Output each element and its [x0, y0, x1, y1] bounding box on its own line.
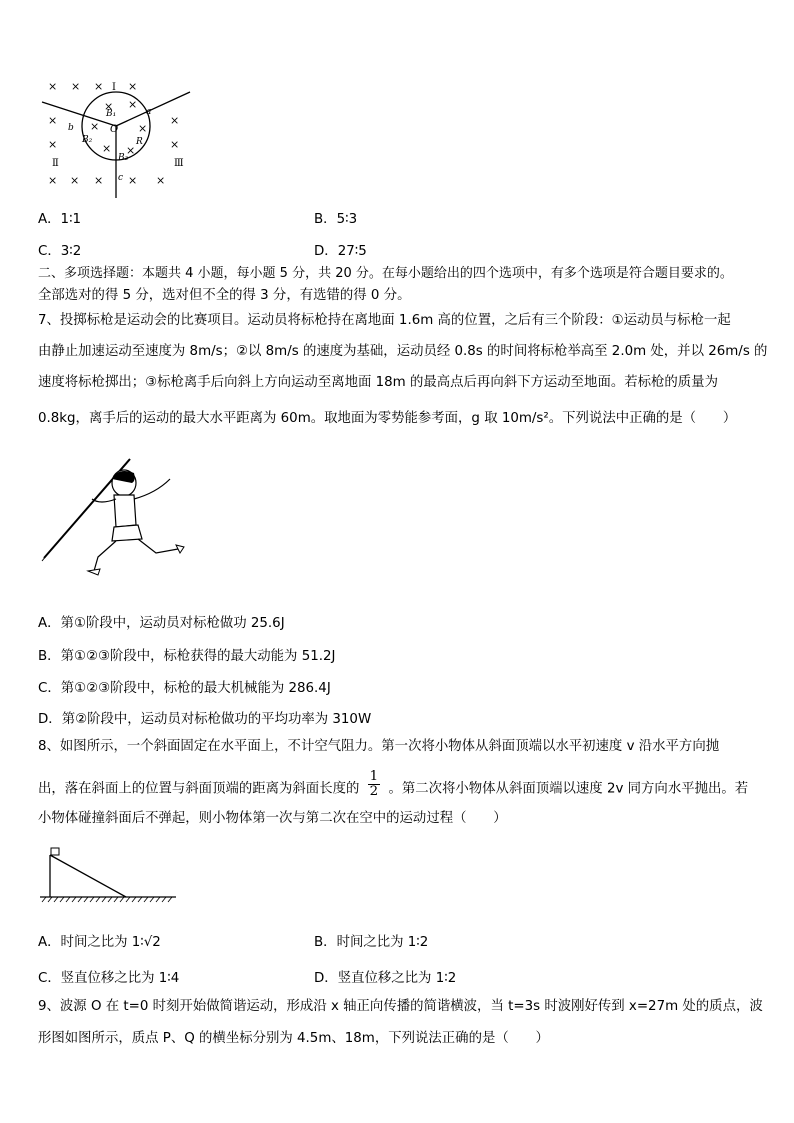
svg-text:B₂: B₂: [82, 135, 93, 145]
svg-text:×: ×: [128, 98, 138, 111]
q6-option-b: B．5∶3: [314, 212, 358, 227]
svg-text:×: ×: [126, 144, 136, 157]
svg-text:c: c: [118, 173, 124, 183]
incline-diagram: [38, 843, 178, 903]
svg-text:O: O: [110, 124, 119, 135]
q8-fraction: [368, 770, 381, 799]
section2-heading-line2: 全部选对的得 5 分，选对但不全的得 3 分，有选错的得 0 分。: [38, 288, 411, 303]
svg-text:×: ×: [90, 120, 100, 133]
q8-option-c: C．竖直位移之比为 1∶4: [38, 971, 180, 986]
svg-text:×: ×: [70, 174, 80, 187]
svg-text:a: a: [146, 107, 152, 117]
svg-text:×: ×: [170, 138, 180, 151]
svg-text:R: R: [136, 137, 143, 147]
q7-option-b: B．第①②③阶段中，标枪获得的最大动能为 51.2J: [38, 649, 336, 664]
q8-option-a: A．时间之比为 1∶√2: [38, 935, 161, 950]
svg-text:Ⅱ: Ⅱ: [52, 158, 59, 169]
svg-text:Ⅲ: Ⅲ: [174, 158, 184, 169]
q8-stem-line3: 小物体碰撞斜面后不弹起，则小物体第一次与第二次在空中的运动过程（ ）: [38, 811, 507, 826]
svg-text:×: ×: [94, 80, 104, 93]
svg-text:×: ×: [128, 80, 138, 93]
q8-fraction-denominator: 2: [369, 784, 379, 799]
svg-text:×: ×: [48, 114, 58, 127]
svg-text:b: b: [68, 123, 74, 133]
q9-stem-line1: 9、波源 O 在 t=0 时刻开始做简谐运动，形成沿 x 轴正向传播的简谐横波，当 t=3s 时波刚好传到 x=27m 处的质点，波: [38, 999, 763, 1014]
q8-stem-line2: [38, 769, 749, 803]
q7-stem-line2: 由静止加速运动至速度为 8m/s；②以 8m/s 的速度为基础，运动员经 0.8s 的时间将标枪举高至 2.0m 处，并以 26m/s 的: [38, 344, 768, 359]
svg-text:×: ×: [170, 114, 180, 127]
q6-option-c: C．3∶2: [38, 244, 82, 259]
q7-stem-line3: 速度将标枪掷出；③标枪离手后向斜上方向运动至离地面 18m 的最高点后再向斜下方运动至地面。若标枪的质量为: [38, 375, 718, 390]
section2-heading-line1: 二、多项选择题：本题共 4 小题，每小题 5 分，共 20 分。在每小题给出的四个选项中，有多个选项是符合题目要求的。: [38, 266, 733, 281]
svg-text:×: ×: [48, 80, 58, 93]
svg-text:×: ×: [48, 138, 58, 151]
q8-stem-line1: 8、如图所示，一个斜面固定在水平面上，不计空气阻力。第一次将小物体从斜面顶端以水平初速度 v 沿水平方向抛: [38, 739, 720, 754]
svg-text:×: ×: [48, 174, 58, 187]
svg-text:×: ×: [104, 100, 114, 113]
svg-text:×: ×: [94, 174, 104, 187]
q9-stem-line2: 形图如图所示，质点 P、Q 的横坐标分别为 4.5m、18m，下列说法正确的是（ ）: [38, 1031, 549, 1046]
incline-figure: [38, 843, 178, 903]
magnetic-field-figure: [38, 80, 198, 202]
q7-option-d: D．第②阶段中，运动员对标枪做功的平均功率为 310W: [38, 712, 372, 727]
svg-text:×: ×: [138, 122, 148, 135]
svg-text:I: I: [112, 82, 116, 93]
q7-stem-line1: 7、投掷标枪是运动会的比赛项目。运动员将标枪持在离地面 1.6m 高的位置，之后有三个阶段：①运动员与标枪一起: [38, 313, 731, 328]
q8-option-b: B．时间之比为 1∶2: [314, 935, 429, 950]
q8-stem-line2-part1: 出，落在斜面上的位置与斜面顶端的距离为斜面长度的: [38, 781, 360, 797]
javelin-thrower-figure: [38, 453, 188, 583]
svg-text:×: ×: [102, 142, 112, 155]
q6-option-d: D．27∶5: [314, 244, 367, 259]
svg-text:×: ×: [156, 174, 166, 187]
javelin-thrower-illustration: [38, 453, 188, 583]
q7-option-a: A．第①阶段中，运动员对标枪做功 25.6J: [38, 616, 285, 631]
svg-text:B₁: B₁: [106, 109, 117, 119]
q8-option-d: D．竖直位移之比为 1∶2: [314, 971, 457, 986]
q6-option-a: A．1∶1: [38, 212, 82, 227]
q8-stem-line2-part2: 。第二次将小物体从斜面顶端以速度 2v 同方向水平抛出。若: [388, 781, 749, 797]
svg-text:×: ×: [128, 174, 138, 187]
magnetic-field-diagram: [38, 80, 198, 202]
q7-option-c: C．第①②③阶段中，标枪的最大机械能为 286.4J: [38, 681, 331, 696]
q7-stem-line4: 0.8kg，离手后的运动的最大水平距离为 60m。取地面为零势能参考面，g 取 10m/s²。下列说法中正确的是（ ）: [38, 411, 737, 426]
q8-fraction-numerator: 1: [369, 769, 379, 784]
svg-text:×: ×: [71, 80, 81, 93]
svg-text:B₃: B₃: [118, 153, 129, 163]
